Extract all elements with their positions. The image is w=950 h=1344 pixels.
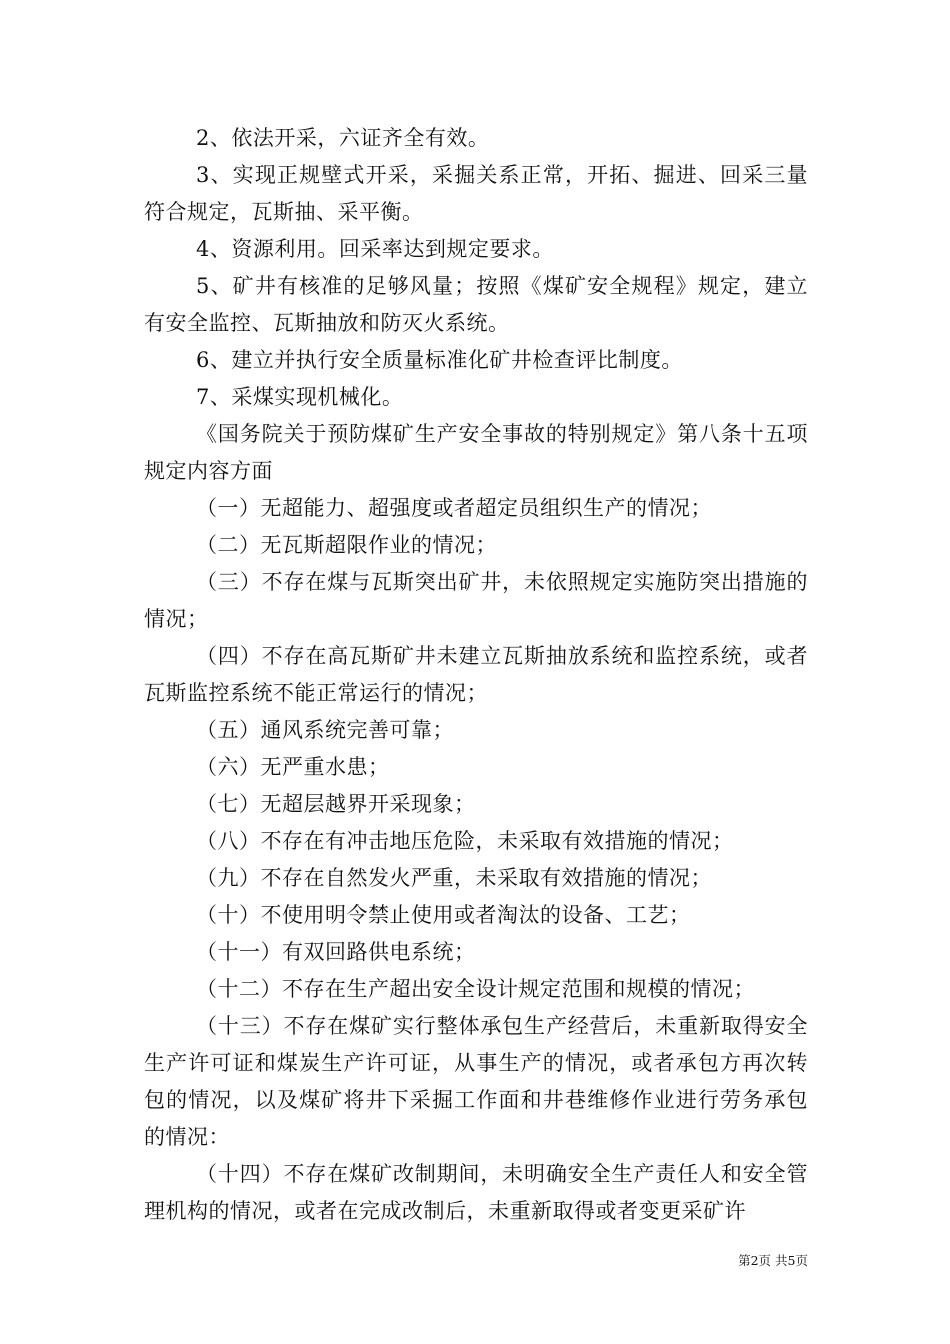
- paragraph: （五）通风系统完善可靠；: [196, 718, 454, 742]
- paragraph: 5、矿井有核准的足够风量；按照《煤矿安全规程》规定，建立有安全监控、瓦斯抽放和防灭火系统。: [144, 274, 808, 335]
- paragraph: 4、资源利用。回采率达到规定要求。: [196, 237, 554, 261]
- paragraph: 6、建立并执行安全质量标准化矿井检查评比制度。: [196, 348, 683, 372]
- page-number-footer: 第2页 共5页: [738, 1253, 808, 1268]
- paragraph-regulation-heading: 《国务院关于预防煤矿生产安全事故的特别规定》第八条十五项规定内容方面: [144, 422, 808, 483]
- document-body: [144, 120, 808, 1230]
- paragraph: （十四）不存在煤矿改制期间，未明确安全生产责任人和安全管理机构的情况，或者在完成改制后，未重新取得或者变更采矿许: [144, 1162, 808, 1223]
- paragraph: （九）不存在自然发火严重，未采取有效措施的情况；: [196, 866, 712, 890]
- paragraph: （十一）有双回路供电系统；: [196, 940, 476, 964]
- paragraph: （三）不存在煤与瓦斯突出矿井，未依照规定实施防突出措施的情况；: [144, 570, 808, 631]
- paragraph: （四）不存在高瓦斯矿井未建立瓦斯抽放系统和监控系统，或者瓦斯监控系统不能正常运行的情况；: [144, 644, 808, 705]
- paragraph: 7、采煤实现机械化。: [196, 385, 404, 409]
- paragraph: （十二）不存在生产超出安全设计规定范围和规模的情况；: [196, 977, 755, 1001]
- paragraph: （一）无超能力、超强度或者超定员组织生产的情况；: [196, 496, 712, 520]
- paragraph: （七）无超层越界开采现象；: [196, 792, 476, 816]
- paragraph: （十）不使用明令禁止使用或者淘汰的设备、工艺；: [196, 903, 691, 927]
- paragraph: （二）无瓦斯超限作业的情况；: [196, 533, 497, 557]
- paragraph: 3、实现正规壁式开采，采掘关系正常，开拓、掘进、回采三量符合规定，瓦斯抽、采平衡。: [144, 163, 808, 224]
- paragraph: （十三）不存在煤矿实行整体承包生产经营后，未重新取得安全生产许可证和煤炭生产许可证，从事生产的情况，或者承包方再次转包的情况，以及煤矿将井下采掘工作面和井巷维修作业进行劳务承包的情况：: [144, 1014, 808, 1149]
- paragraph: （八）不存在有冲击地压危险，未采取有效措施的情况；: [196, 829, 734, 853]
- paragraph: （六）无严重水患；: [196, 755, 390, 779]
- paragraph: 2、依法开采，六证齐全有效。: [196, 126, 490, 150]
